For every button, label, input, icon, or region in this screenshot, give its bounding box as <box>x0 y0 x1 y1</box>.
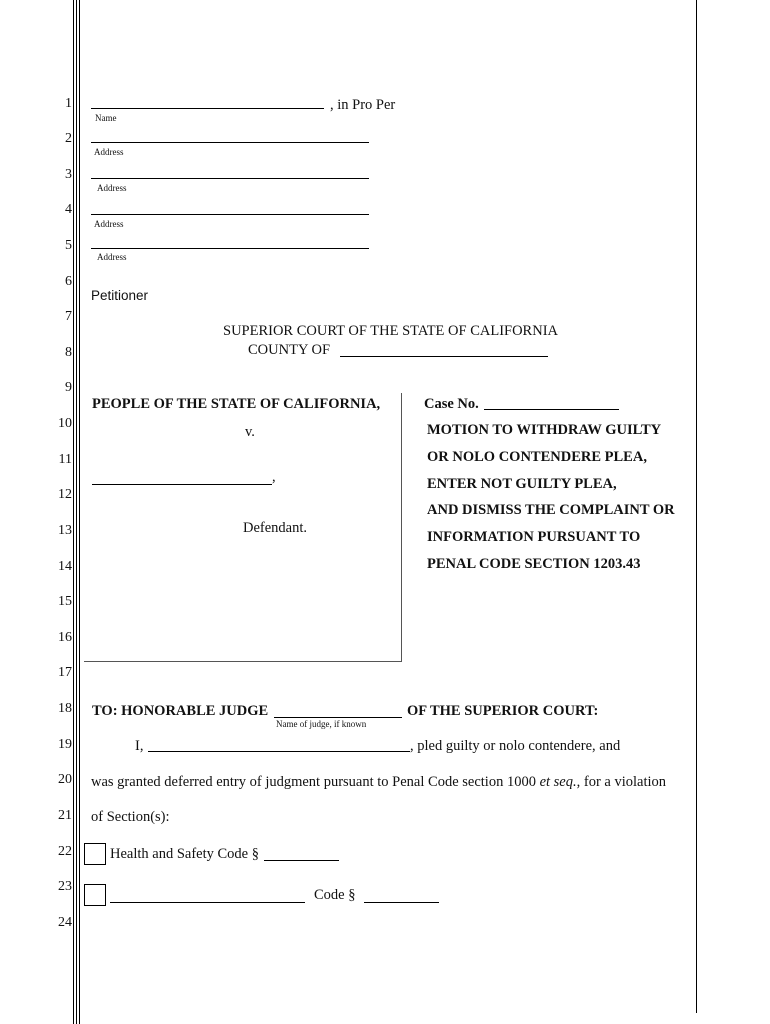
court-title: SUPERIOR COURT OF THE STATE OF CALIFORNIA <box>223 323 559 339</box>
address-field-1[interactable] <box>91 142 369 143</box>
address-label-2: Address <box>97 183 127 193</box>
motion-line: AND DISMISS THE COMPLAINT OR <box>427 502 675 519</box>
judge-name-hint: Name of judge, if known <box>276 719 367 729</box>
defendant-label: Defendant. <box>243 520 308 536</box>
of-superior-court-label: OF THE SUPERIOR COURT: <box>407 703 599 719</box>
violation-text: , for a violation <box>576 774 667 790</box>
line-number: 19 <box>58 737 72 752</box>
line-number: 23 <box>58 879 72 894</box>
address-label-1: Address <box>94 147 124 157</box>
line-number: 22 <box>58 844 72 859</box>
defendant-name-field[interactable] <box>92 484 272 485</box>
petitioner-name-field[interactable] <box>148 751 410 752</box>
line-number: 9 <box>65 380 72 395</box>
address-label-4: Address <box>97 252 127 262</box>
line-number: 13 <box>58 523 72 538</box>
line-number: 2 <box>65 131 72 146</box>
line-number: 10 <box>58 416 72 431</box>
left-margin-rule-mid <box>76 0 77 1024</box>
line-number: 14 <box>58 559 72 574</box>
pled-text: , pled guilty or nolo contendere, and <box>410 738 621 754</box>
motion-line: OR NOLO CONTENDERE PLEA, <box>427 448 647 465</box>
health-safety-section-field[interactable] <box>264 860 339 861</box>
county-field[interactable] <box>340 356 548 357</box>
left-margin-rule-inner <box>79 0 80 1024</box>
to-judge-label: TO: HONORABLE JUDGE <box>92 703 269 719</box>
line-number: 6 <box>65 274 72 289</box>
address-field-4[interactable] <box>91 248 369 249</box>
motion-line: MOTION TO WITHDRAW GUILTY <box>427 422 662 438</box>
left-margin-rule-outer <box>73 0 74 1024</box>
line-number: 3 <box>65 167 72 182</box>
granted-sentence <box>91 774 666 791</box>
line-number: 17 <box>58 665 72 680</box>
other-code-section-field[interactable] <box>364 902 439 903</box>
code-section-label: Code § <box>314 887 356 903</box>
line-number: 8 <box>65 345 72 360</box>
case-number-field[interactable] <box>484 409 619 410</box>
motion-line: ENTER NOT GUILTY PLEA, <box>427 475 617 492</box>
other-code-name-field[interactable] <box>110 902 305 903</box>
line-number: 15 <box>58 594 72 609</box>
judge-name-field[interactable] <box>274 717 402 718</box>
motion-line: PENAL CODE SECTION 1203.43 <box>427 555 641 572</box>
name-label: Name <box>95 113 117 123</box>
health-safety-checkbox[interactable] <box>84 843 106 865</box>
line-number: 18 <box>58 701 72 716</box>
address-field-2[interactable] <box>91 178 369 179</box>
versus-label: v. <box>245 424 255 440</box>
line-number: 24 <box>58 915 72 930</box>
county-label: COUNTY OF <box>248 342 331 358</box>
pro-per-label: , in Pro Per <box>330 97 396 113</box>
line-number: 12 <box>58 487 72 502</box>
line-number: 11 <box>58 452 72 467</box>
other-code-checkbox[interactable] <box>84 884 106 906</box>
motion-line: INFORMATION PURSUANT TO <box>427 529 641 546</box>
et-seq-text: et seq. <box>539 774 577 790</box>
line-number: 4 <box>65 202 72 217</box>
case-number-label: Case No. <box>424 396 479 412</box>
health-safety-label: Health and Safety Code § <box>110 846 259 862</box>
line-number: 21 <box>58 808 72 823</box>
granted-text: was granted deferred entry of judgment pursuant to Penal Code section 1000 <box>91 774 540 790</box>
petitioner-label: Petitioner <box>91 288 149 303</box>
address-field-3[interactable] <box>91 214 369 215</box>
line-number: 1 <box>65 96 72 111</box>
name-field[interactable] <box>91 108 324 109</box>
people-label: PEOPLE OF THE STATE OF CALIFORNIA, <box>92 396 381 412</box>
line-number: 16 <box>58 630 72 645</box>
i-label: I, <box>135 738 144 754</box>
address-label-3: Address <box>94 219 124 229</box>
line-number: 20 <box>58 772 72 787</box>
motion-title <box>427 417 675 578</box>
line-number: 5 <box>65 238 72 253</box>
right-margin-rule <box>696 0 697 1013</box>
sections-label: of Section(s): <box>91 809 170 825</box>
line-number: 7 <box>65 309 72 324</box>
defendant-comma: , <box>272 469 276 485</box>
